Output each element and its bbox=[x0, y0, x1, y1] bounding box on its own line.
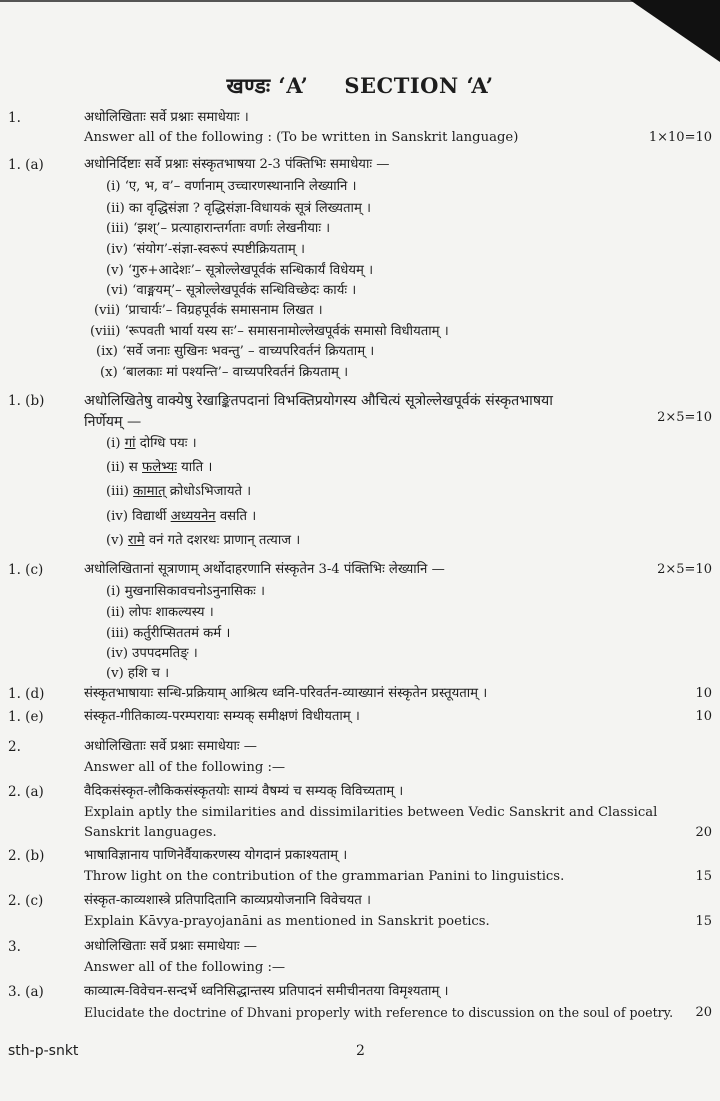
page-number: 2 bbox=[356, 1043, 365, 1059]
question-text: अधोलिखितानां सूत्राणाम् अर्थोदाहरणानि संस्कृतेन 3-4 पंक्तिभिः लेख्यानि — bbox=[84, 562, 445, 577]
question-text-english: Explain aptly the similarities and dissimilarities between Vedic Sanskrit and Classical Sanskrit languages. bbox=[84, 805, 658, 840]
question-number: 1. bbox=[8, 110, 21, 126]
sub-item: (v) रामे वनं गते दशरथः प्राणान् तत्याज । bbox=[106, 533, 301, 548]
question-text-english: Throw light on the contribution of the grammarian Panini to linguistics. bbox=[84, 869, 565, 884]
question-number: 2. (b) bbox=[8, 848, 45, 864]
question-number: 1. (e) bbox=[8, 709, 44, 725]
question-text: संस्कृत-गीतिकाव्य-परम्परायाः सम्यक् समीक्षणं विधीयताम् । bbox=[84, 709, 360, 724]
question-text-devanagari: वैदिकसंस्कृत-लौकिकसंस्कृतयोः साम्यं वैषम्यं च सम्यक् विविच्यताम् । bbox=[84, 784, 404, 799]
question-text-english: Answer all of the following :— bbox=[84, 760, 286, 775]
sub-item: (iv) विद्यार्थी अध्ययनेन वसति । bbox=[106, 509, 257, 524]
paper-code: sth-p-snkt bbox=[8, 1043, 79, 1059]
question-text-line-2: निर्णेयम् — bbox=[84, 414, 142, 430]
sub-item: (vi) ‘वाङ्मयम्’– सूत्रोल्लेखपूर्वकं सन्धिविच्छेदः कार्यः । bbox=[106, 283, 357, 298]
sub-item: (iii) ‘झश्’– प्रत्याहारान्तर्गताः वर्णाः लेखनीयाः । bbox=[106, 221, 331, 236]
page-top-edge bbox=[0, 0, 720, 2]
question-text-english: Explain Kāvya-prayojanāni as mentioned in Sanskrit poetics. bbox=[84, 914, 490, 929]
question-marks: 20 bbox=[695, 825, 712, 840]
sub-item: (ii) स फलेभ्यः याति । bbox=[106, 460, 213, 475]
question-number: 1. (a) bbox=[8, 157, 44, 173]
question-marks: 15 bbox=[695, 869, 712, 884]
question-number: 3. bbox=[8, 939, 21, 955]
underlined-word: अध्ययनेन bbox=[170, 509, 216, 524]
sub-item: (ii) का वृद्धिसंज्ञा ? वृद्धिसंज्ञा-विधायकं सूत्रं लिख्यताम् । bbox=[106, 201, 372, 216]
sub-item: (i) गां दोग्धि पयः । bbox=[106, 436, 197, 451]
question-number: 2. bbox=[8, 739, 21, 755]
sub-item: (ix) ‘सर्वे जनाः सुखिनः भवन्तु’ – वाच्यपरिवर्तनं क्रियताम् । bbox=[96, 344, 375, 359]
question-number: 2. (a) bbox=[8, 784, 44, 800]
underlined-word: फलेभ्यः bbox=[142, 460, 177, 475]
sub-item: (i) ‘ए, भ, व’– वर्णानाम् उच्चारणस्थानानि लेख्यानि । bbox=[106, 179, 357, 194]
sub-item: (i) मुखनासिकावचनोऽनुनासिकः । bbox=[106, 584, 265, 599]
question-text-devanagari: भाषाविज्ञानाय पाणिनेर्वैयाकरणस्य योगदानं प्रकाश्यताम् । bbox=[84, 848, 348, 863]
question-text-devanagari: अधोलिखिताः सर्वे प्रश्नाः समाधेयाः — bbox=[84, 739, 257, 754]
section-heading bbox=[0, 72, 720, 100]
question-marks: 1×10=10 bbox=[648, 130, 712, 145]
sub-item: (iii) कर्तुरीप्सिततमं कर्म । bbox=[106, 626, 231, 641]
question-number: 1. (c) bbox=[8, 562, 44, 578]
sub-item: (iv) ‘संयोग’-संज्ञा-स्वरूपं स्पष्टीक्रियताम् । bbox=[106, 242, 305, 257]
question-text: संस्कृतभाषायाः सन्धि-प्रक्रियाम् आश्रित्य ध्वनि-परिवर्तन-व्याख्यानं संस्कृतेन प्रस्तूयताम् । bbox=[84, 686, 488, 701]
sub-item: (iii) कामात् क्रोधोऽभिजायते । bbox=[106, 484, 252, 499]
question-text-devanagari: काव्यात्म-विवेचन-सन्दर्भे ध्वनिसिद्धान्तस्य प्रतिपादनं समीचीनतया विमृश्यताम् । bbox=[84, 984, 449, 999]
question-text: अधोनिर्दिष्टाः सर्वे प्रश्नाः संस्कृतभाषया 2-3 पंक्तिभिः समाधेयाः — bbox=[84, 157, 390, 172]
question-number: 3. (a) bbox=[8, 984, 44, 1000]
question-text-english: Elucidate the doctrine of Dhvani properly with reference to discussion on the soul of poetry. bbox=[84, 1005, 674, 1020]
scan-corner-shadow bbox=[630, 0, 720, 62]
sub-item: (iv) उपपदमतिङ् । bbox=[106, 646, 198, 661]
question-text-devanagari: संस्कृत-काव्यशास्त्रे प्रतिपादितानि काव्यप्रयोजनानि विवेचयत । bbox=[84, 893, 371, 908]
sub-item: (x) ‘बालकाः मां पश्यन्ति’– वाच्यपरिवर्तनं क्रियताम् । bbox=[100, 365, 349, 380]
question-text-english: Answer all of the following : (To be written in Sanskrit language) bbox=[84, 130, 519, 145]
sub-item: (ii) लोपः शाकल्यस्य । bbox=[106, 605, 214, 620]
question-number: 2. (c) bbox=[8, 893, 44, 909]
question-marks: 2×5=10 bbox=[657, 410, 712, 425]
section-heading-english: SECTION ‘A’ bbox=[344, 73, 494, 98]
question-text-devanagari: अधोलिखिताः सर्वे प्रश्नाः समाधेयाः — bbox=[84, 939, 257, 954]
sub-item: (v) ‘गुरु+आदेशः’– सूत्रोल्लेखपूर्वकं सन्धिकार्यं विधेयम् । bbox=[106, 263, 374, 278]
question-text-line-1: अधोलिखितेषु वाक्येषु रेखाङ्कितपदानां विभक्तिप्रयोगस्य औचित्यं सूत्रोल्लेखपूर्वकं संस्कृतभाषया bbox=[84, 393, 553, 409]
question-marks: 10 bbox=[695, 686, 712, 701]
sub-item: (vii) ‘प्राचार्यः’– विग्रहपूर्वकं समासनाम लिखत । bbox=[94, 303, 323, 318]
underlined-word: रामे bbox=[127, 533, 145, 548]
underlined-word: कामात् bbox=[133, 484, 166, 499]
question-marks: 15 bbox=[695, 914, 712, 929]
question-number: 1. (b) bbox=[8, 393, 45, 409]
question-marks: 20 bbox=[695, 1005, 712, 1020]
underlined-word: गां bbox=[124, 436, 136, 451]
question-number: 1. (d) bbox=[8, 686, 45, 702]
sub-item: (viii) ‘रूपवती भार्या यस्य सः’– समासनामोल्लेखपूर्वकं समासो विधीयताम् । bbox=[90, 324, 449, 339]
section-heading-devanagari: खण्डः ‘A’ bbox=[226, 73, 309, 98]
question-text-devanagari: अधोलिखिताः सर्वे प्रश्नाः समाधेयाः । bbox=[84, 110, 249, 125]
question-marks: 10 bbox=[695, 709, 712, 724]
question-text-english: Answer all of the following :— bbox=[84, 960, 286, 975]
sub-item: (v) हशि च । bbox=[106, 666, 170, 681]
question-marks: 2×5=10 bbox=[657, 562, 712, 577]
